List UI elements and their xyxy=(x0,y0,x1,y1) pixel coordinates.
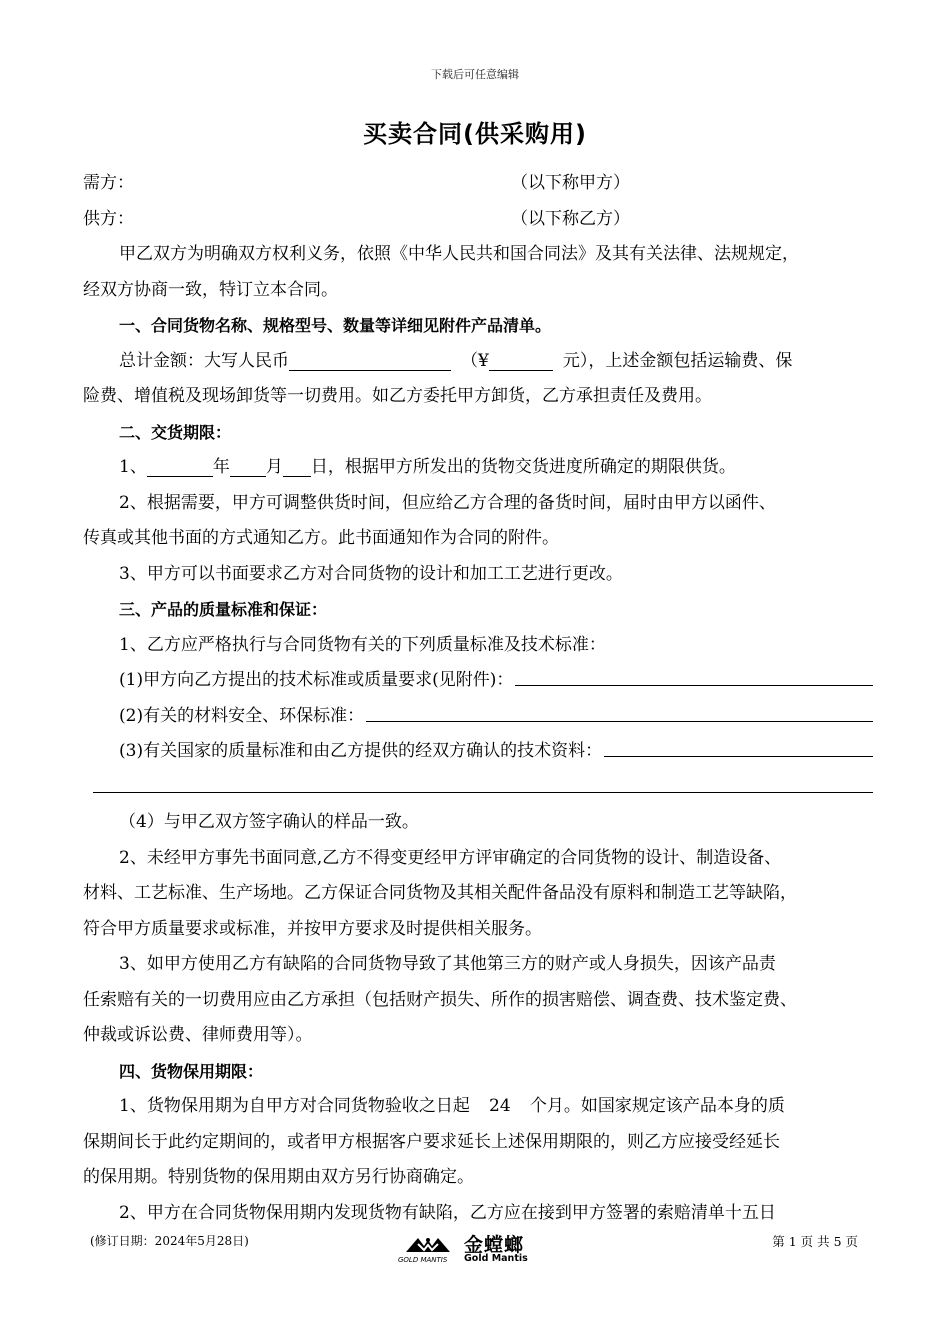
intro-line-1: 甲乙双方为明确双方权利义务，依照《中华人民共和国合同法》及其有关法律、法规规定， xyxy=(119,244,799,264)
standard-item-4: （4）与甲乙双方签字确认的样品一致。 xyxy=(119,812,419,832)
sec2-3-line: 3、甲方可以书面要求乙方对合同货物的设计和加工工艺进行更改。 xyxy=(119,563,623,584)
sec3-1-line: 1、乙方应严格执行与合同货物有关的下列质量标准及技术标准： xyxy=(119,634,606,655)
party-a-note: （以下称甲方） xyxy=(511,173,630,193)
day-blank[interactable] xyxy=(283,454,311,477)
page-footer xyxy=(0,1228,950,1268)
logo-english-name: Gold Mantis xyxy=(464,1253,528,1264)
warranty-text-b: 个月。如国家规定该产品本身的质 xyxy=(529,1096,785,1116)
party-b-note: （以下称乙方） xyxy=(511,208,630,229)
sec4-1-line-3: 的保用期。特别货物的保用期由双方另行协商确定。 xyxy=(83,1167,474,1187)
logo-chinese-name: 金螳螂 xyxy=(464,1234,525,1256)
sec4-2-line-1: 2、甲方在合同货物保用期内发现货物有缺陷，乙方应在接到甲方签署的索赔清单十五日 xyxy=(119,1202,776,1223)
party-a-label: 需方： xyxy=(83,173,134,193)
logo-script: GOLD MANTIS xyxy=(398,1256,448,1264)
party-a-line xyxy=(83,166,873,202)
delivery-item-number: 1、 xyxy=(119,457,147,477)
standard-item-1-blank[interactable] xyxy=(515,663,873,686)
section-4-title: 四、货物保用期限： xyxy=(119,1061,264,1081)
amount-line-2: 险费、增值税及现场卸货等一切费用。如乙方委托甲方卸货，乙方承担责任及费用。 xyxy=(83,386,712,406)
sec3-3-line-1: 3、如甲方使用乙方有缺陷的合同货物导致了其他第三方的财产或人身损失，因该产品责 xyxy=(119,954,776,974)
company-logo xyxy=(396,1228,546,1268)
revision-date: (修订日期：2024年5月28日) xyxy=(90,1234,249,1248)
sec4-1-line-1 xyxy=(83,1089,873,1125)
delivery-date-line xyxy=(83,450,873,486)
amount-number-blank[interactable] xyxy=(489,348,553,371)
standard-item-1-label: (1)甲方向乙方提出的技术标准或质量要求(见附件)： xyxy=(119,670,514,690)
warranty-months: 24 xyxy=(489,1096,511,1116)
section-2-title: 二、交货期限： xyxy=(119,422,232,442)
standard-item-3-blank[interactable] xyxy=(604,734,873,757)
amount-yen-label: （¥ xyxy=(461,350,489,371)
delivery-date-text: 日，根据甲方所发出的货物交货进度所确定的期限供货。 xyxy=(310,457,736,477)
year-label: 年 xyxy=(212,457,230,477)
section-3-title: 三、产品的质量标准和保证： xyxy=(119,600,328,619)
amount-note: 元），上述金额包括运输费、保 xyxy=(562,350,793,371)
party-b-label: 供方： xyxy=(83,208,134,229)
sec2-2-line-1: 2、根据需要，甲方可调整供货时间，但应给乙方合理的备货时间，届时由甲方以函件、 xyxy=(119,492,776,513)
warranty-text-a: 1、货物保用期为自甲方对合同货物验收之日起 xyxy=(119,1096,470,1116)
standard-item-2-label: (2)有关的材料安全、环保标准： xyxy=(119,705,365,726)
standard-item-2-blank[interactable] xyxy=(366,699,873,722)
page-counter: 第 1 页 共 5 页 xyxy=(772,1234,858,1249)
sec2-2-line-2: 传真或其他书面的方式通知乙方。此书面通知作为合同的附件。 xyxy=(83,528,559,548)
standard-item-3-blank-2[interactable] xyxy=(93,770,873,793)
month-blank[interactable] xyxy=(230,454,266,477)
amount-line-1 xyxy=(83,344,873,380)
contract-body xyxy=(83,166,873,1231)
standard-item-3-continuation xyxy=(83,770,873,806)
standard-item-2 xyxy=(83,699,873,735)
standard-item-1 xyxy=(83,663,873,699)
standard-item-3-label: (3)有关国家的质量标准和由乙方提供的经双方确认的技术资料： xyxy=(119,741,603,761)
party-b-line xyxy=(83,202,873,238)
sec3-2-line-1: 2、未经甲方事先书面同意,乙方不得变更经甲方评审确定的合同货物的设计、制造设备、 xyxy=(119,847,782,868)
sec3-3-line-2: 任索赔有关的一切费用应由乙方承担（包括财产损失、所作的损害赔偿、调查费、技术鉴定费、 xyxy=(83,989,797,1010)
sec3-3-line-3: 仲裁或诉讼费、律师费用等）。 xyxy=(83,1025,313,1045)
month-label: 月 xyxy=(265,457,283,477)
amount-words-blank[interactable] xyxy=(289,348,451,371)
sec4-1-line-2: 保期间长于此约定期间的，或者甲方根据客户要求延长上述保用期限的，则乙方应接受经延长 xyxy=(83,1131,780,1152)
year-blank[interactable] xyxy=(147,454,213,477)
page-title: 买卖合同(供采购用) xyxy=(363,120,587,148)
amount-label: 总计金额：大写人民币 xyxy=(119,350,289,371)
sec3-2-line-2: 材料、工艺标准、生产场地。乙方保证合同货物及其相关配件备品没有原料和制造工艺等缺陷， xyxy=(83,883,797,903)
header-note: 下载后可任意编辑 xyxy=(431,68,519,81)
intro-line-2: 经双方协商一致，特订立本合同。 xyxy=(83,279,338,300)
standard-item-3 xyxy=(83,734,873,770)
sec3-2-line-3: 符合甲方质量要求或标准，并按甲方要求及时提供相关服务。 xyxy=(83,918,542,939)
mantis-logo-icon xyxy=(404,1234,452,1254)
section-1-title: 一、合同货物名称、规格型号、数量等详细见附件产品清单。 xyxy=(119,316,552,335)
